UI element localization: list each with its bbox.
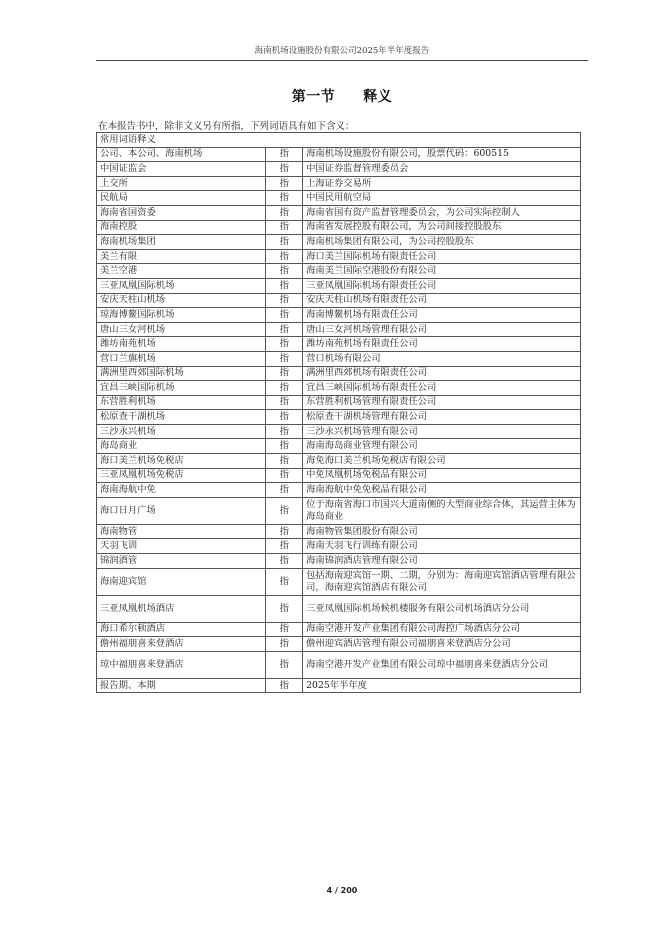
table-row	[97, 622, 581, 637]
term-cell: 琼中福朋喜来登酒店	[97, 651, 266, 678]
table-row	[97, 595, 581, 622]
indicator-cell: 指	[266, 176, 303, 191]
term-cell: 松原查干湖机场	[97, 410, 266, 425]
indicator-cell: 指	[266, 351, 303, 366]
section-number: 第一节	[291, 89, 336, 105]
table-row	[97, 308, 581, 323]
table-row	[97, 278, 581, 293]
table-row	[97, 483, 581, 498]
definition-cell: 潍坊南苑机场有限责任公司	[303, 337, 581, 352]
term-cell: 报告期、本期	[97, 678, 266, 693]
term-cell: 东营胜利机场	[97, 395, 266, 410]
table-row	[97, 381, 581, 396]
page-number: 4 / 200	[326, 886, 358, 895]
indicator-cell: 指	[266, 191, 303, 206]
definition-cell: 海口美兰国际机场有限责任公司	[303, 249, 581, 264]
definition-cell: 位于海南省海口市国兴大道南侧的大型商业综合体，其运营主体为海岛商业	[303, 497, 581, 524]
definition-cell: 海南博鳌机场有限责任公司	[303, 308, 581, 323]
term-cell: 三沙永兴机场	[97, 424, 266, 439]
intro-text: 在本报告书中，除非文义另有所指，下列词语具有如下含义：	[98, 121, 355, 132]
definition-cell: 海免海口美兰机场免税店有限公司	[303, 454, 581, 469]
definition-cell: 满洲里西郊机场有限责任公司	[303, 366, 581, 381]
indicator-cell: 指	[266, 322, 303, 337]
table-row	[97, 205, 581, 220]
table-row	[97, 454, 581, 469]
indicator-cell: 指	[266, 395, 303, 410]
table-row	[97, 147, 581, 162]
indicator-cell: 指	[266, 293, 303, 308]
indicator-cell: 指	[266, 524, 303, 539]
running-header: 海南机场设施股份有限公司2025年半年度报告	[254, 46, 430, 56]
term-cell: 海口美兰机场免税店	[97, 454, 266, 469]
indicator-cell: 指	[266, 235, 303, 250]
indicator-cell: 指	[266, 264, 303, 279]
table-row	[97, 410, 581, 425]
definition-cell: 上海证券交易所	[303, 176, 581, 191]
definition-cell: 三沙永兴机场管理有限公司	[303, 424, 581, 439]
term-cell: 琼海博鳌国际机场	[97, 308, 266, 323]
term-cell: 海口希尔顿酒店	[97, 622, 266, 637]
indicator-cell: 指	[266, 205, 303, 220]
term-cell: 三亚凤凰国际机场	[97, 278, 266, 293]
definition-cell: 中免凤凰机场免税品有限公司	[303, 468, 581, 483]
definition-cell: 海南机场设施股份有限公司，股票代码：600515	[303, 147, 581, 162]
term-cell: 三亚凤凰机场酒店	[97, 595, 266, 622]
definition-cell: 儋州迎宾酒店管理有限公司福朋喜来登酒店分公司	[303, 637, 581, 652]
indicator-cell: 指	[266, 678, 303, 693]
table-row	[97, 424, 581, 439]
indicator-cell: 指	[266, 424, 303, 439]
definition-cell: 中国民用航空局	[303, 191, 581, 206]
definition-cell: 海南省发展控股有限公司，为公司间接控股股东	[303, 220, 581, 235]
table-row	[97, 468, 581, 483]
term-cell: 民航局	[97, 191, 266, 206]
indicator-cell: 指	[266, 162, 303, 177]
indicator-cell: 指	[266, 483, 303, 498]
indicator-cell: 指	[266, 220, 303, 235]
table-row	[97, 439, 581, 454]
indicator-cell: 指	[266, 595, 303, 622]
term-cell: 美兰有限	[97, 249, 266, 264]
indicator-cell: 指	[266, 366, 303, 381]
table-row	[97, 264, 581, 279]
header-rule	[96, 60, 588, 61]
definition-cell: 中国证券监督管理委员会	[303, 162, 581, 177]
term-cell: 天羽飞训	[97, 539, 266, 554]
indicator-cell: 指	[266, 278, 303, 293]
table-row	[97, 351, 581, 366]
glossary-body	[97, 133, 581, 693]
table-row	[97, 539, 581, 554]
indicator-cell: 指	[266, 439, 303, 454]
term-cell: 安庆天柱山机场	[97, 293, 266, 308]
table-row	[97, 554, 581, 569]
indicator-cell: 指	[266, 454, 303, 469]
table-row	[97, 293, 581, 308]
indicator-cell: 指	[266, 637, 303, 652]
definition-cell: 海南美兰国际空港股份有限公司	[303, 264, 581, 279]
term-cell: 锦润酒管	[97, 554, 266, 569]
term-cell: 海南迎宾馆	[97, 568, 266, 595]
section-name: 释义	[363, 89, 393, 105]
glossary-table	[96, 132, 581, 693]
table-row	[97, 366, 581, 381]
term-cell: 海南海航中免	[97, 483, 266, 498]
definition-cell: 海南锦润酒店管理有限公司	[303, 554, 581, 569]
term-cell: 唐山三女河机场	[97, 322, 266, 337]
term-cell: 公司、本公司、海南机场	[97, 147, 266, 162]
table-row	[97, 322, 581, 337]
definition-cell: 海南省国有资产监督管理委员会，为公司实际控制人	[303, 205, 581, 220]
definition-cell: 海南空港开发产业集团有限公司海控广场酒店分公司	[303, 622, 581, 637]
term-cell: 海口日月广场	[97, 497, 266, 524]
indicator-cell: 指	[266, 622, 303, 637]
table-row	[97, 497, 581, 524]
indicator-cell: 指	[266, 468, 303, 483]
term-cell: 营口兰旗机场	[97, 351, 266, 366]
indicator-cell: 指	[266, 308, 303, 323]
table-row	[97, 337, 581, 352]
term-cell: 满洲里西郊国际机场	[97, 366, 266, 381]
term-cell: 海南控股	[97, 220, 266, 235]
definition-cell: 东营胜利机场管理有限责任公司	[303, 395, 581, 410]
glossary-heading: 常用词语释义	[97, 133, 581, 148]
table-row	[97, 524, 581, 539]
table-row	[97, 568, 581, 595]
indicator-cell: 指	[266, 568, 303, 595]
definition-cell: 2025年半年度	[303, 678, 581, 693]
term-cell: 海南机场集团	[97, 235, 266, 250]
table-row	[97, 637, 581, 652]
table-row	[97, 249, 581, 264]
indicator-cell: 指	[266, 337, 303, 352]
term-cell: 儋州福朋喜来登酒店	[97, 637, 266, 652]
table-row	[97, 191, 581, 206]
table-row	[97, 395, 581, 410]
term-cell: 上交所	[97, 176, 266, 191]
definition-cell: 松原查干湖机场管理有限公司	[303, 410, 581, 425]
definition-cell: 三亚凤凰国际机场有限责任公司	[303, 278, 581, 293]
term-cell: 中国证监会	[97, 162, 266, 177]
definition-cell: 海南天羽飞行训练有限公司	[303, 539, 581, 554]
term-cell: 美兰空港	[97, 264, 266, 279]
indicator-cell: 指	[266, 147, 303, 162]
definition-cell: 包括海南迎宾馆一期、二期，分别为：海南迎宾馆酒店管理有限公司，海南迎宾馆酒店有限公司	[303, 568, 581, 595]
glossary-heading-row	[97, 133, 581, 148]
indicator-cell: 指	[266, 554, 303, 569]
definition-cell: 三亚凤凰国际机场候机楼服务有限公司机场酒店分公司	[303, 595, 581, 622]
indicator-cell: 指	[266, 539, 303, 554]
term-cell: 海岛商业	[97, 439, 266, 454]
term-cell: 海南物管	[97, 524, 266, 539]
term-cell: 潍坊南苑机场	[97, 337, 266, 352]
definition-cell: 海南空港开发产业集团有限公司琼中福朋喜来登酒店分公司	[303, 651, 581, 678]
definition-cell: 海南物管集团股份有限公司	[303, 524, 581, 539]
term-cell: 宜昌三峡国际机场	[97, 381, 266, 396]
table-row	[97, 220, 581, 235]
indicator-cell: 指	[266, 651, 303, 678]
table-row	[97, 678, 581, 693]
table-row	[97, 651, 581, 678]
indicator-cell: 指	[266, 497, 303, 524]
table-row	[97, 162, 581, 177]
definition-cell: 海南机场集团有限公司，为公司控股股东	[303, 235, 581, 250]
indicator-cell: 指	[266, 381, 303, 396]
definition-cell: 安庆天柱山机场有限责任公司	[303, 293, 581, 308]
table-row	[97, 235, 581, 250]
definition-cell: 唐山三女河机场管理有限公司	[303, 322, 581, 337]
definition-cell: 营口机场有限公司	[303, 351, 581, 366]
table-row	[97, 176, 581, 191]
definition-cell: 海南海航中免免税品有限公司	[303, 483, 581, 498]
term-cell: 海南省国资委	[97, 205, 266, 220]
definition-cell: 海南海岛商业管理有限公司	[303, 439, 581, 454]
term-cell: 三亚凤凰机场免税店	[97, 468, 266, 483]
indicator-cell: 指	[266, 410, 303, 425]
definition-cell: 宜昌三峡国际机场有限责任公司	[303, 381, 581, 396]
indicator-cell: 指	[266, 249, 303, 264]
section-title	[96, 86, 588, 106]
